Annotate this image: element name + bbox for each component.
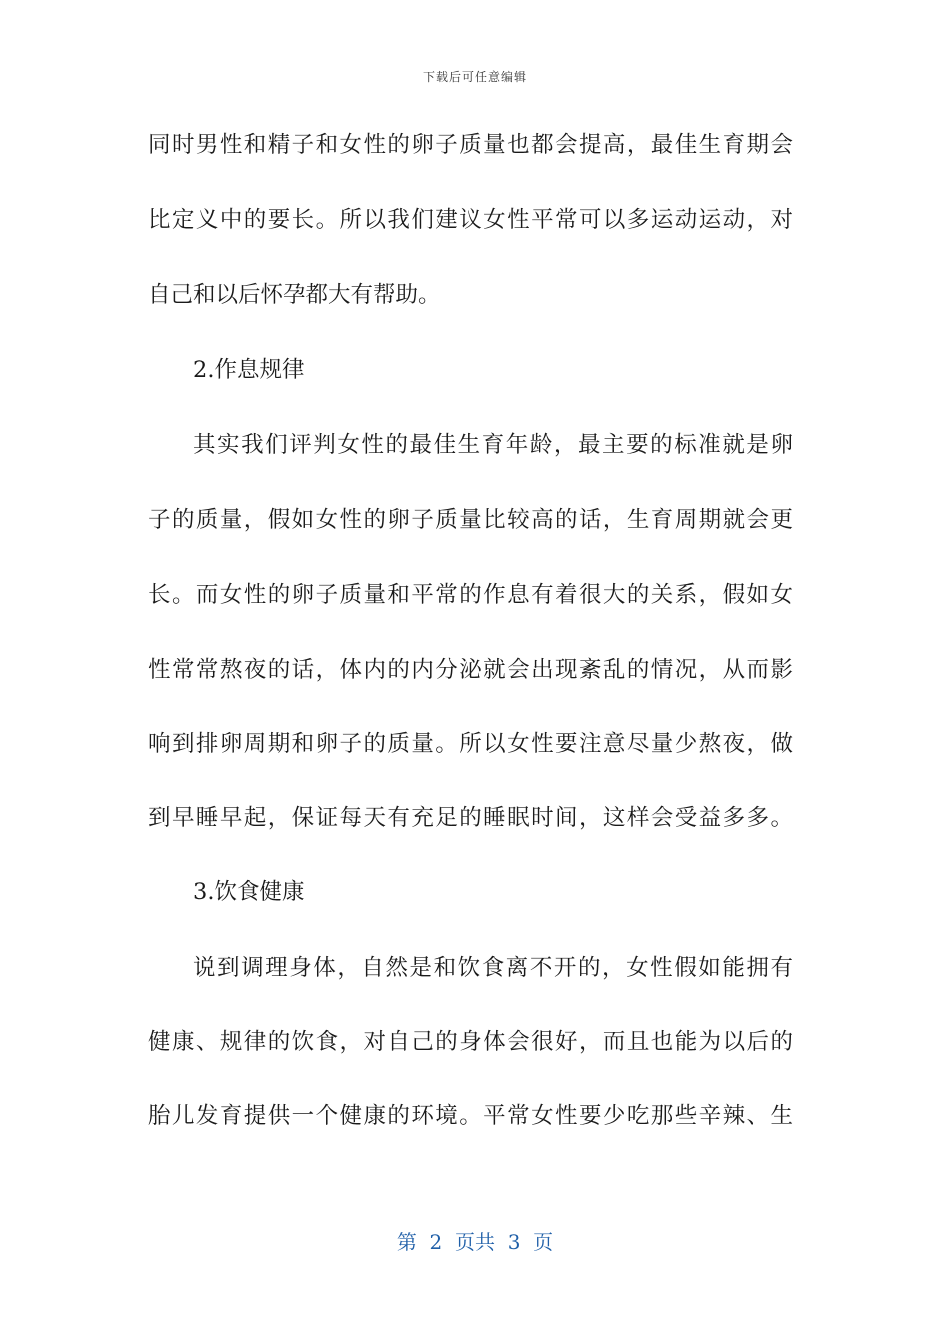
body-line: 性常常熬夜的话，体内的内分泌就会出现紊乱的情况，从而影 xyxy=(148,657,793,683)
body-line: 响到排卵周期和卵子的质量。所以女性要注意尽量少熬夜，做 xyxy=(148,731,793,757)
body-line: 自己和以后怀孕都大有帮助。 xyxy=(148,282,441,308)
body-line: 比定义中的要长。所以我们建议女性平常可以多运动运动，对 xyxy=(148,207,793,233)
body-line: 胎儿发育提供一个健康的环境。平常女性要少吃那些辛辣、生 xyxy=(148,1103,793,1129)
body-line: 到早睡早起，保证每天有充足的睡眠时间，这样会受益多多。 xyxy=(148,805,793,831)
section-heading: 2.作息规律 xyxy=(193,357,305,383)
body-line: 长。而女性的卵子质量和平常的作息有着很大的关系，假如女 xyxy=(148,582,793,608)
page-number-footer: 第 2 页共 3 页 xyxy=(396,1230,554,1254)
body-line: 同时男性和精子和女性的卵子质量也都会提高，最佳生育期会 xyxy=(148,132,793,158)
body-line: 子的质量，假如女性的卵子质量比较高的话，生育周期就会更 xyxy=(148,507,793,533)
body-line: 健康、规律的饮食，对自己的身体会很好，而且也能为以后的 xyxy=(148,1029,793,1055)
section-heading: 3.饮食健康 xyxy=(193,879,305,905)
header-note: 下载后可任意编辑 xyxy=(422,70,527,84)
body-line: 其实我们评判女性的最佳生育年龄，最主要的标准就是卵 xyxy=(193,432,793,458)
body-line: 说到调理身体，自然是和饮食离不开的，女性假如能拥有 xyxy=(193,955,793,981)
